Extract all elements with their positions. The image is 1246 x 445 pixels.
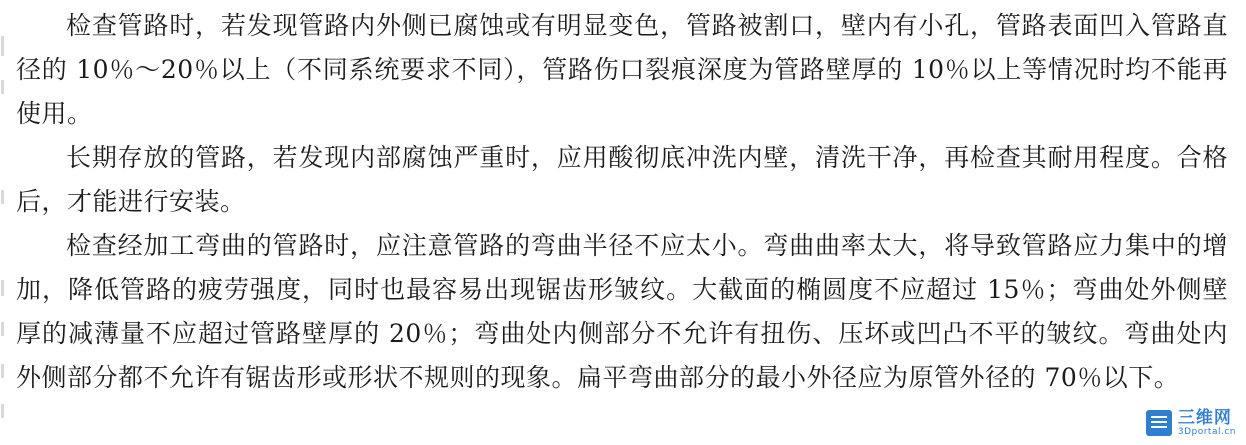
logo-mark-icon <box>1146 410 1172 436</box>
watermark-main-text: 三维网 <box>1177 407 1232 428</box>
watermark-sub-text: 3Dportal.cn <box>1177 426 1236 437</box>
watermark-text <box>1177 407 1236 437</box>
watermark-logo <box>1146 407 1236 437</box>
paragraph-2: 长期存放的管路，若发现内部腐蚀严重时，应用酸彻底冲洗内壁，清洗干净，再检查其耐用程度。合格后，才能进行安装。 <box>16 143 1228 216</box>
paragraph-3: 检查经加工弯曲的管路时，应注意管路的弯曲半径不应太小。弯曲曲率太大，将导致管路应力集中的增加，降低管路的疲劳强度，同时也最容易出现锯齿形皱纹。大截面的椭圆度不应超过 15％；弯曲处外侧壁厚的减薄量不应超过管路壁厚的 20％；弯曲处内侧部分不允许有扭伤、压坏或凹凸不平的皱纹。弯曲处内外侧部分都不允许有锯齿形或形状不规则的现象。扁平弯曲部分的最小外径应为原管外径的 70％以下。 <box>16 231 1228 392</box>
scan-edge-artifacts <box>0 0 8 445</box>
paragraph-1: 检查管路时，若发现管路内外侧已腐蚀或有明显变色，管路被割口，壁内有小孔，管路表面凹入管路直径的 10％～20％以上（不同系统要求不同），管路伤口裂痕深度为管路壁厚的 10％以上等情况时均不能再使用。 <box>16 11 1228 128</box>
